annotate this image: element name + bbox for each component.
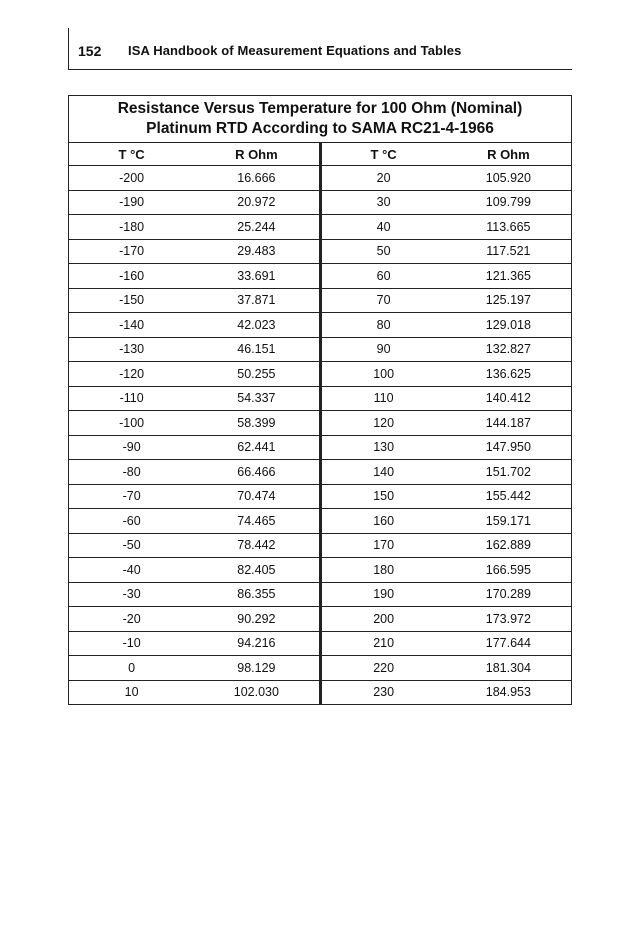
table-cell: 162.889: [446, 533, 572, 558]
table-cell: 170.289: [446, 582, 572, 607]
table-row: [69, 362, 572, 387]
table-cell: 10: [69, 680, 195, 705]
table-row: [69, 460, 572, 485]
table-cell: -10: [69, 631, 195, 656]
table-cell: 54.337: [194, 386, 320, 411]
table-cell: 220: [320, 656, 446, 681]
table-cell: 0: [69, 656, 195, 681]
table-cell: -140: [69, 313, 195, 338]
table-cell: 98.129: [194, 656, 320, 681]
table-cell: -110: [69, 386, 195, 411]
running-title: ISA Handbook of Measurement Equations and Tables: [128, 43, 462, 58]
table-cell: -90: [69, 435, 195, 460]
rtd-table: [68, 95, 572, 705]
table-cell: 70.474: [194, 484, 320, 509]
table-cell: 125.197: [446, 288, 572, 313]
table-cell: 102.030: [194, 680, 320, 705]
table-cell: 140: [320, 460, 446, 485]
table-cell: 177.644: [446, 631, 572, 656]
table-cell: 129.018: [446, 313, 572, 338]
table-cell: 29.483: [194, 239, 320, 264]
table-cell: 46.151: [194, 337, 320, 362]
table-cell: -100: [69, 411, 195, 436]
page-number: 152: [78, 43, 102, 59]
table-cell: 78.442: [194, 533, 320, 558]
table-cell: 100: [320, 362, 446, 387]
table-cell: -80: [69, 460, 195, 485]
table-cell: 113.665: [446, 215, 572, 240]
table-cell: 70: [320, 288, 446, 313]
table-cell: 82.405: [194, 558, 320, 583]
column-header: T °C: [69, 143, 195, 166]
table-cell: -200: [69, 166, 195, 191]
table-row: [69, 631, 572, 656]
table-row: [69, 656, 572, 681]
page-header: [68, 28, 572, 70]
table-cell: 109.799: [446, 190, 572, 215]
table-cell: 151.702: [446, 460, 572, 485]
table-cell: 33.691: [194, 264, 320, 289]
table-cell: 210: [320, 631, 446, 656]
table-row: [69, 582, 572, 607]
table-cell: -40: [69, 558, 195, 583]
table-cell: 117.521: [446, 239, 572, 264]
table-cell: 20.972: [194, 190, 320, 215]
table-cell: -160: [69, 264, 195, 289]
table-cell: 166.595: [446, 558, 572, 583]
table-cell: 66.466: [194, 460, 320, 485]
table-cell: -60: [69, 509, 195, 534]
table-cell: 90.292: [194, 607, 320, 632]
table-cell: 184.953: [446, 680, 572, 705]
table-row: [69, 607, 572, 632]
table-cell: 173.972: [446, 607, 572, 632]
table-row: [69, 386, 572, 411]
table-row: [69, 435, 572, 460]
table-row: [69, 558, 572, 583]
table-cell: 200: [320, 607, 446, 632]
table-cell: 62.441: [194, 435, 320, 460]
table-row: [69, 264, 572, 289]
table-cell: 121.365: [446, 264, 572, 289]
table-row: [69, 337, 572, 362]
table-cell: 170: [320, 533, 446, 558]
table-body: [69, 166, 572, 705]
table-cell: -150: [69, 288, 195, 313]
table-cell: 90: [320, 337, 446, 362]
table-cell: -170: [69, 239, 195, 264]
column-header: R Ohm: [446, 143, 572, 166]
table-cell: 110: [320, 386, 446, 411]
table-cell: 120: [320, 411, 446, 436]
table-cell: 130: [320, 435, 446, 460]
table-row: [69, 680, 572, 705]
table-cell: 37.871: [194, 288, 320, 313]
table-title-line1: Resistance Versus Temperature for 100 Ohm (Nominal): [117, 100, 523, 117]
column-header: T °C: [320, 143, 446, 166]
table-row: [69, 509, 572, 534]
table-header-row: [69, 143, 572, 166]
table-cell: 180: [320, 558, 446, 583]
table-cell: -50: [69, 533, 195, 558]
column-header: R Ohm: [194, 143, 320, 166]
table-cell: 230: [320, 680, 446, 705]
table-row: [69, 533, 572, 558]
header-rule-horizontal: [68, 69, 572, 70]
table-cell: 42.023: [194, 313, 320, 338]
table-cell: -180: [69, 215, 195, 240]
table-caption-row: [69, 96, 572, 143]
table-cell: 50: [320, 239, 446, 264]
table-row: [69, 313, 572, 338]
table-cell: 190: [320, 582, 446, 607]
table-row: [69, 484, 572, 509]
table-cell: 16.666: [194, 166, 320, 191]
table-caption: [69, 96, 572, 143]
table-cell: -190: [69, 190, 195, 215]
table-cell: 105.920: [446, 166, 572, 191]
table-cell: 181.304: [446, 656, 572, 681]
table-cell: 159.171: [446, 509, 572, 534]
table-cell: 94.216: [194, 631, 320, 656]
table-row: [69, 411, 572, 436]
table-cell: 74.465: [194, 509, 320, 534]
table-cell: 140.412: [446, 386, 572, 411]
table-cell: 25.244: [194, 215, 320, 240]
table-row: [69, 190, 572, 215]
header-rule-vertical: [68, 28, 69, 70]
table-row: [69, 288, 572, 313]
table-cell: -70: [69, 484, 195, 509]
table-cell: -20: [69, 607, 195, 632]
table-row: [69, 166, 572, 191]
table-cell: -130: [69, 337, 195, 362]
table-cell: 80: [320, 313, 446, 338]
table-cell: 132.827: [446, 337, 572, 362]
table-cell: -30: [69, 582, 195, 607]
table-row: [69, 215, 572, 240]
table-title-line2: Platinum RTD According to SAMA RC21-4-1966: [146, 120, 494, 137]
table-cell: 147.950: [446, 435, 572, 460]
table-cell: 155.442: [446, 484, 572, 509]
table-cell: 144.187: [446, 411, 572, 436]
table-cell: 86.355: [194, 582, 320, 607]
table-cell: 160: [320, 509, 446, 534]
table-cell: 60: [320, 264, 446, 289]
table-cell: 20: [320, 166, 446, 191]
table-cell: 50.255: [194, 362, 320, 387]
table-row: [69, 239, 572, 264]
table-cell: 58.399: [194, 411, 320, 436]
table-cell: 30: [320, 190, 446, 215]
table-cell: -120: [69, 362, 195, 387]
table-cell: 136.625: [446, 362, 572, 387]
table-cell: 40: [320, 215, 446, 240]
table-cell: 150: [320, 484, 446, 509]
